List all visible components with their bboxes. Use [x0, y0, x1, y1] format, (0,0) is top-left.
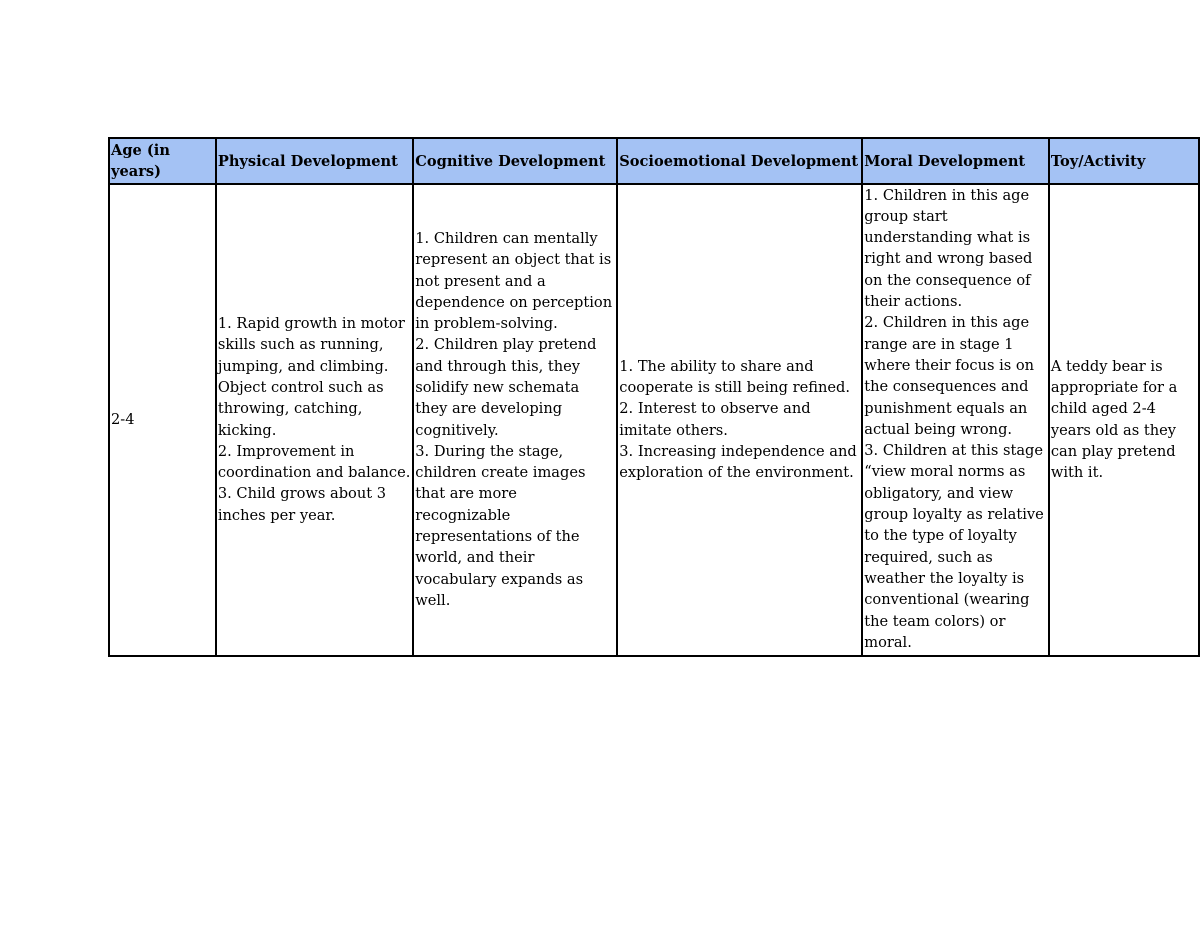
cell-physical: 1. Rapid growth in motor skills such as running, jumping, and climbing. Object control such as throwing, catching, kicking. 2. Improvement in coordination and balance. 3. Child grows about 3 inches per year. — [216, 184, 413, 656]
header-physical: Physical Development — [216, 138, 413, 184]
development-table — [108, 137, 1200, 657]
header-toy-activity: Toy/Activity — [1049, 138, 1199, 184]
header-socioemotional: Socioemotional Development — [617, 138, 862, 184]
header-cognitive: Cognitive Development — [413, 138, 617, 184]
header-moral: Moral Development — [862, 138, 1049, 184]
cell-toy-activity: A teddy bear is appropriate for a child aged 2-4 years old as they can play pretend with it. — [1049, 184, 1199, 656]
cell-socioemotional: 1. The ability to share and cooperate is still being refined. 2. Interest to observe and imitate others. 3. Increasing independence and exploration of the environment. — [617, 184, 862, 656]
header-age: Age (in years) — [109, 138, 216, 184]
header-row — [109, 138, 1199, 184]
table-row — [109, 184, 1199, 656]
cell-cognitive: 1. Children can mentally represent an object that is not present and a dependence on perception in problem-solving. 2. Children play pretend and through this, they solidify new schemata they are developing cognitively. 3. During the stage, children create images that are more recognizable representations of the world, and their vocabulary expands as well. — [413, 184, 617, 656]
cell-moral: 1. Children in this age group start understanding what is right and wrong based on the consequence of their actions. 2. Children in this age range are in stage 1 where their focus is on the consequences and punishment equals an actual being wrong. 3. Children at this stage “view moral norms as obligatory, and view group loyalty as relative to the type of loyalty required, such as weather the loyalty is conventional (wearing the team colors) or moral. — [862, 184, 1049, 656]
cell-age: 2-4 — [109, 184, 216, 656]
